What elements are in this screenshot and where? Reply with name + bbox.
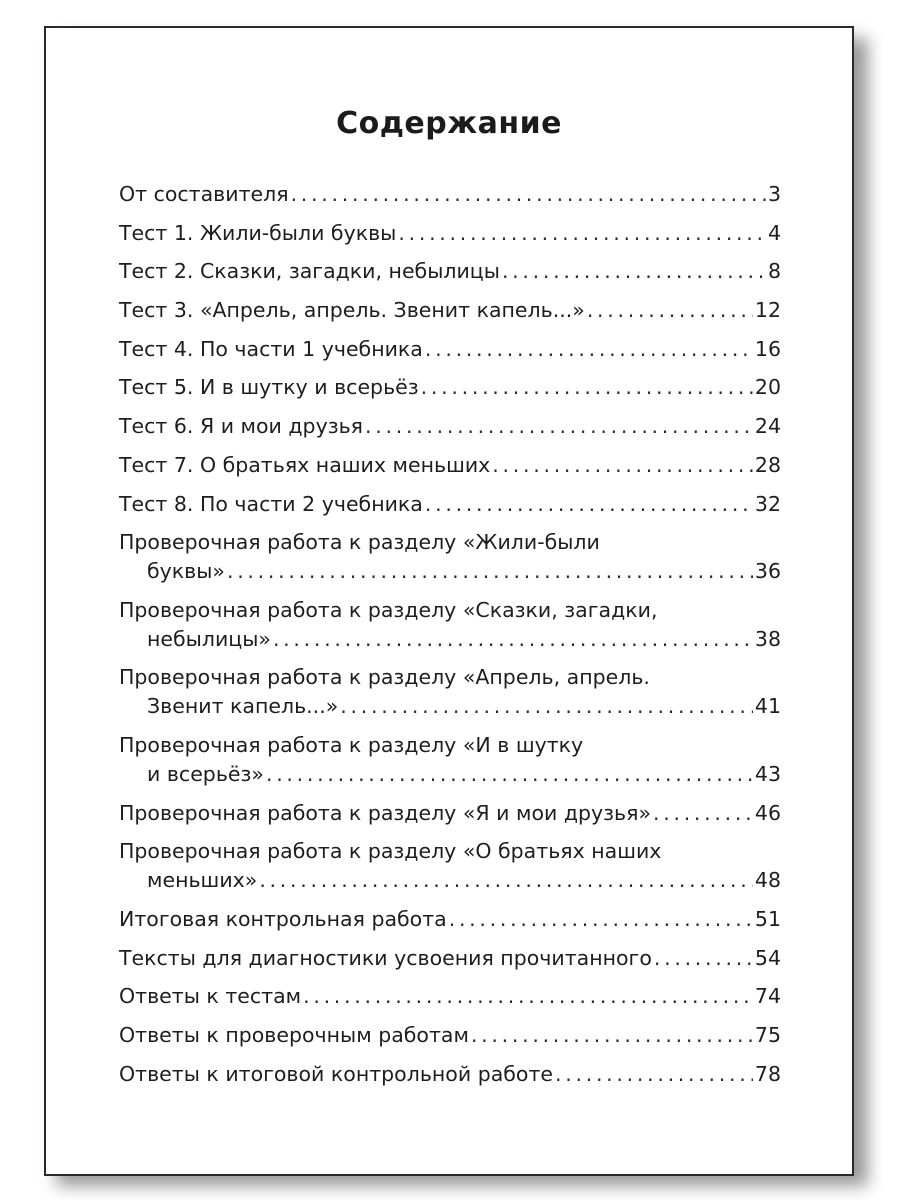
toc-entry: [119, 596, 781, 664]
toc-entry-title: Тест 3. «Апрель, апрель. Звенит капель...»: [119, 298, 585, 323]
toc-entry: [119, 663, 781, 731]
dot-leader: [425, 490, 753, 519]
dot-leader: [449, 905, 753, 934]
table-of-contents: [119, 180, 781, 1098]
toc-entry-title: Тест 8. По части 2 учебника: [119, 491, 423, 516]
toc-entry: [119, 799, 781, 838]
toc-entry-title: Тест 7. О братьях наших меньших: [119, 452, 491, 477]
toc-entry: [119, 373, 781, 412]
toc-entry-title: Итоговая контрольная работа: [119, 906, 447, 931]
toc-entry-title: Ответы к проверочным работам: [119, 1022, 469, 1047]
toc-entry: [119, 944, 781, 983]
toc-page-number: 12: [754, 298, 781, 323]
dot-leader: [421, 373, 753, 402]
dot-leader: [266, 760, 753, 789]
dot-leader: [365, 412, 753, 441]
toc-page-number: 51: [754, 906, 781, 931]
toc-entry-title-continued: Звенит капель...»: [147, 694, 339, 719]
toc-entry-title: Проверочная работа к разделу «О братьях наших: [119, 839, 662, 864]
toc-page-number: 32: [754, 491, 781, 516]
toc-entry: [119, 451, 781, 490]
toc-page-number: 24: [754, 414, 781, 439]
dot-leader: [471, 1021, 753, 1050]
toc-page-number: 38: [754, 626, 781, 651]
dot-leader: [398, 219, 766, 248]
dot-leader: [273, 625, 753, 654]
toc-page-number: 43: [754, 761, 781, 786]
toc-page-number: 74: [754, 984, 781, 1009]
toc-entry: [119, 905, 781, 944]
toc-page-number: 4: [767, 220, 781, 245]
toc-entry: [119, 257, 781, 296]
toc-page-number: 78: [754, 1061, 781, 1086]
toc-entry-title: Тексты для диагностики усвоения прочитанного: [119, 945, 652, 970]
dot-leader: [425, 335, 753, 364]
page-title: Содержание: [336, 106, 562, 141]
toc-entry: [119, 528, 781, 596]
toc-entry-title: Ответы к тестам: [119, 984, 302, 1009]
toc-entry: [119, 412, 781, 451]
toc-page-number: 8: [767, 259, 781, 284]
dot-leader: [492, 451, 753, 480]
toc-entry: [119, 490, 781, 529]
toc-entry-title: Тест 4. По части 1 учебника: [119, 336, 423, 361]
toc-entry-title: Проверочная работа к разделу «Жили-были: [119, 530, 600, 555]
toc-entry: [119, 335, 781, 374]
toc-entry-title-continued: и всерьёз»: [147, 761, 264, 786]
toc-entry-title-continued: небылицы»: [147, 626, 271, 651]
dot-leader: [259, 866, 753, 895]
toc-entry-title-continued: меньших»: [147, 868, 258, 893]
toc-entry: [119, 731, 781, 799]
toc-entry: [119, 1021, 781, 1060]
dot-leader: [587, 296, 753, 325]
toc-page-number: 36: [754, 559, 781, 584]
toc-page-number: 41: [754, 694, 781, 719]
toc-entry-title: Проверочная работа к разделу «Сказки, загадки,: [119, 597, 658, 622]
toc-entry-title: Тест 2. Сказки, загадки, небылицы: [119, 259, 500, 284]
dot-leader: [555, 1060, 753, 1089]
toc-entry-title: Проверочная работа к разделу «Апрель, апрель.: [119, 665, 650, 690]
toc-page-number: 75: [754, 1022, 781, 1047]
dot-leader: [502, 257, 766, 286]
document-page: [44, 26, 854, 1176]
toc-entry: [119, 1060, 781, 1099]
toc-entry-title: От составителя: [119, 182, 289, 206]
toc-entry-title: Проверочная работа к разделу «Я и мои друзья»: [119, 800, 651, 825]
toc-entry: [119, 982, 781, 1021]
dot-leader: [654, 944, 753, 973]
toc-entry-title: Тест 1. Жили-были буквы: [119, 220, 397, 245]
toc-entry-title: Ответы к итоговой контрольной работе: [119, 1061, 554, 1086]
toc-entry-title: Проверочная работа к разделу «И в шутку: [119, 732, 584, 757]
toc-entry-title: Тест 6. Я и мои друзья: [119, 414, 364, 439]
toc-page-number: 54: [754, 945, 781, 970]
toc-entry-title: Тест 5. И в шутку и всерьёз: [119, 375, 419, 400]
toc-page-number: 16: [754, 336, 781, 361]
toc-entry: [119, 180, 781, 219]
dot-leader: [340, 692, 753, 721]
toc-entry: [119, 837, 781, 905]
toc-page-number: 48: [754, 868, 781, 893]
dot-leader: [303, 982, 753, 1011]
dot-leader: [227, 557, 753, 586]
toc-page-number: 46: [754, 800, 781, 825]
toc-page-number: 20: [754, 375, 781, 400]
toc-page-number: 28: [754, 452, 781, 477]
toc-entry-title-continued: буквы»: [147, 559, 225, 584]
toc-page-number: 3: [767, 182, 781, 206]
toc-entry: [119, 219, 781, 258]
toc-entry: [119, 296, 781, 335]
dot-leader: [291, 180, 766, 209]
dot-leader: [653, 799, 753, 828]
